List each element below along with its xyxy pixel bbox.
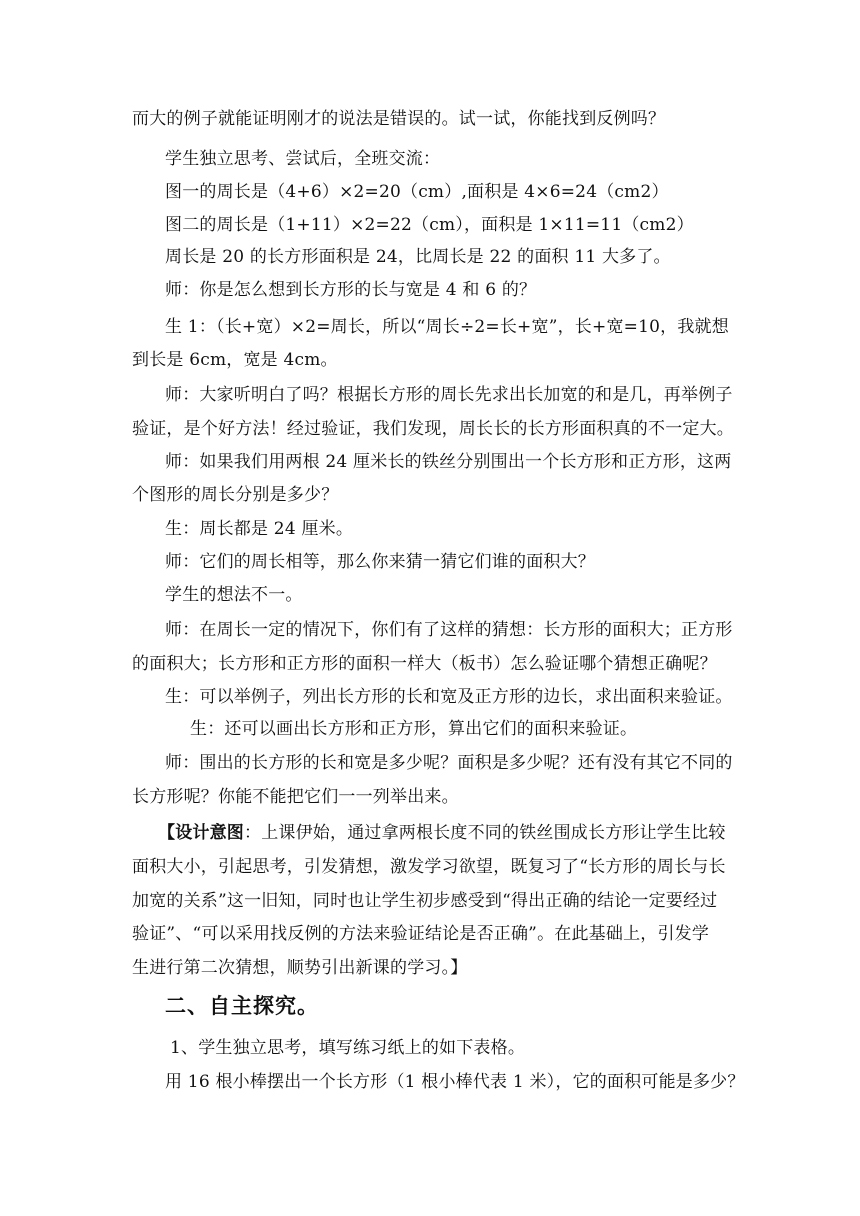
design-intent-first-line <box>158 822 726 844</box>
paragraph-line: 个图形的周长分别是多少？ <box>132 485 339 505</box>
design-intent-line: 面积大小，引起思考，引发猜想，激发学习欲望，既复习了“长方形的周长与长 <box>132 857 726 877</box>
design-intent-text: ：上课伊始，通过拿两根长度不同的铁丝围成长方形让学生比较 <box>244 823 726 843</box>
paragraph-line: 到长是 6cm，宽是 4cm。 <box>132 350 338 370</box>
paragraph-line: 学生独立思考、尝试后，全班交流： <box>165 149 441 169</box>
paragraph-line: 生 1：（长+宽）×2=周长，所以“周长÷2=长+宽”，长+宽=10，我就想 <box>165 317 729 337</box>
paragraph-line: 师：你是怎么想到长方形的长与宽是 4 和 6 的？ <box>165 280 537 300</box>
paragraph-line: 师：它们的周长相等，那么你来猜一猜它们谁的面积大？ <box>165 552 595 572</box>
paragraph-line: 图一的周长是（4+6）×2=20（cm）,面积是 4×6=24（cm2） <box>165 182 669 202</box>
paragraph-line: 生：周长都是 24 厘米。 <box>165 519 354 539</box>
paragraph-line: 师：如果我们用两根 24 厘米长的铁丝分别围出一个长方形和正方形，这两 <box>165 452 732 472</box>
paragraph-line: 而大的例子就能证明刚才的说法是错误的。试一试，你能找到反例吗？ <box>132 109 666 129</box>
paragraph-line: 的面积大；长方形和正方形的面积一样大（板书）怎么验证哪个猜想正确呢？ <box>132 654 717 674</box>
paragraph-line: 生：可以举例子，列出长方形的长和宽及正方形的边长，求出面积来验证。 <box>165 687 733 707</box>
design-intent-label: 【设计意图 <box>158 823 244 843</box>
paragraph-line: 生：还可以画出长方形和正方形，算出它们的面积来验证。 <box>190 719 638 739</box>
design-intent-line: 加宽的关系”这一旧知，同时也让学生初步感受到“得出正确的结论一定要经过 <box>132 891 718 911</box>
paragraph-line: 验证，是个好方法！经过验证，我们发现，周长长的长方形面积真的不一定大。 <box>132 419 734 439</box>
paragraph-line: 图二的周长是（1+11）×2=22（cm），面积是 1×11=11（cm2） <box>165 215 694 235</box>
paragraph-line: 师：围出的长方形的长和宽是多少呢？面积是多少呢？还有没有其它不同的 <box>165 753 733 773</box>
design-intent-line: 生进行第二次猜想，顺势引出新课的学习。】 <box>132 958 468 978</box>
paragraph-line: 用 16 根小棒摆出一个长方形（1 根小棒代表 1 米），它的面积可能是多少？ <box>165 1072 745 1092</box>
list-item: 1、学生独立思考，填写练习纸上的如下表格。 <box>170 1038 526 1058</box>
paragraph-line: 学生的想法不一。 <box>165 585 303 605</box>
paragraph-line: 师：在周长一定的情况下，你们有了这样的猜想：长方形的面积大；正方形 <box>165 620 733 640</box>
design-intent-line: 验证”、“可以采用找反例的方法来验证结论是否正确”。在此基础上，引发学 <box>132 924 710 944</box>
section-heading: 二、自主探究。 <box>165 993 319 1018</box>
paragraph-line: 师：大家听明白了吗？根据长方形的周长先求出长加宽的和是几，再举例子 <box>165 385 733 405</box>
paragraph-line: 周长是 20 的长方形面积是 24，比周长是 22 的面积 11 大多了。 <box>165 247 671 267</box>
paragraph-line: 长方形呢？你能不能把它们一一列举出来。 <box>132 787 459 807</box>
